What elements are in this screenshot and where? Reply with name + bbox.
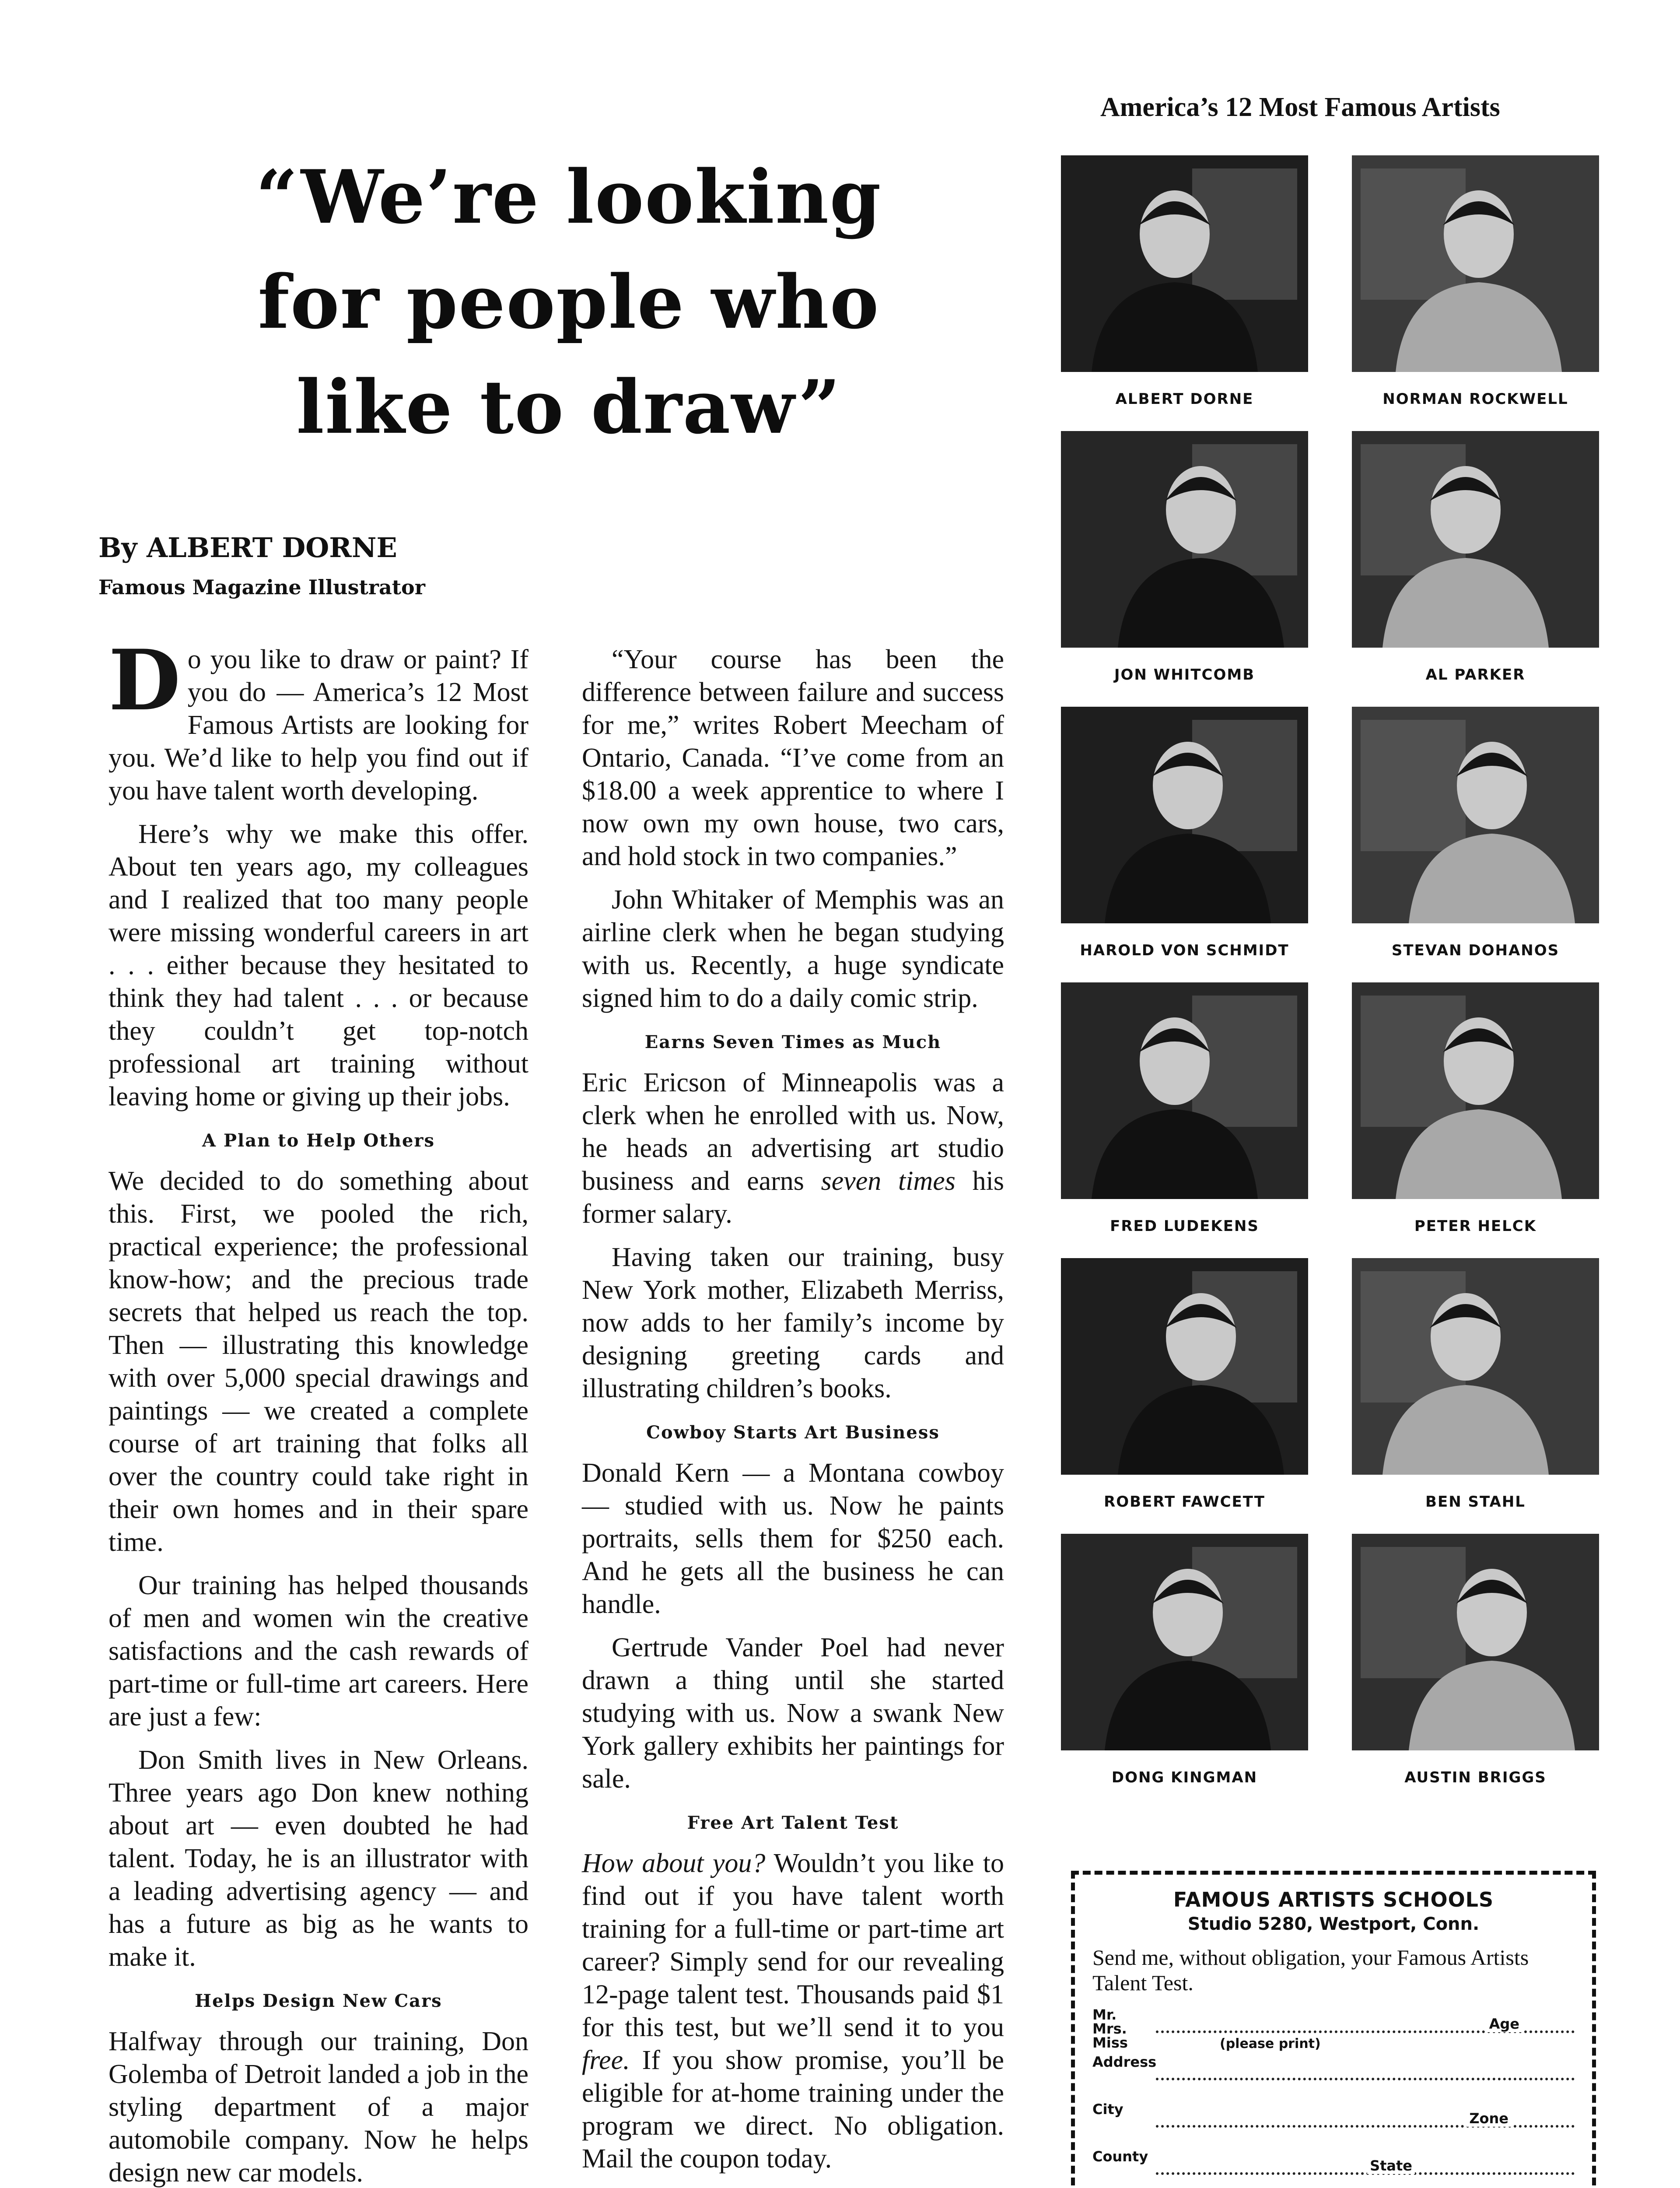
section-heading: Helps Design New Cars: [195, 1991, 442, 2011]
headline: [192, 144, 945, 459]
headline-line-3: like to draw”: [296, 364, 841, 450]
artist-photo: [1352, 982, 1599, 1199]
artist-card: [1061, 431, 1308, 707]
article-column-middle: [582, 643, 1004, 2186]
county-field-line[interactable]: [1156, 2172, 1575, 2175]
artists-photo-grid: [1061, 155, 1599, 1809]
article-paragraph: Don Smith lives in New Orleans. Three years ago Don knew nothing about art — even doubted he had talent. Today, he is an illustrator with a leading advertising agency — and has a future as big as he wants to make it.: [108, 1745, 528, 1972]
address-field[interactable]: [1092, 2055, 1575, 2090]
artist-photo: [1061, 982, 1308, 1199]
artists-section-title: America’s 12 Most Famous Artists: [1100, 92, 1500, 122]
portrait-silhouette: [1352, 707, 1599, 923]
coupon-request-text: Send me, without obligation, your Famous Artists Talent Test.: [1092, 1945, 1529, 1995]
artist-name: HAROLD VON SCHMIDT: [1080, 942, 1289, 959]
portrait-silhouette: [1061, 707, 1308, 923]
coupon-title: FAMOUS ARTISTS SCHOOLS: [1173, 1888, 1494, 1911]
portrait-silhouette: [1061, 1258, 1308, 1475]
artist-name: ROBERT FAWCETT: [1104, 1493, 1265, 1511]
byline: By ALBERT DORNE: [98, 532, 397, 564]
artist-card: [1352, 155, 1599, 431]
portrait-silhouette: [1352, 1534, 1599, 1750]
section-heading: Earns Seven Times as Much: [644, 1032, 942, 1052]
article-paragraph: “Your course has been the difference between failure and success for me,” writes Robert Meecham of Ontario, Canada. “I’ve come from an $18.00 a week apprentice to where I now own my own house, two cars, and hold stock in two companies.”: [582, 645, 1004, 871]
article-paragraph: Having taken our training, busy New York mother, Elizabeth Merriss, now adds to her family’s income by designing greeting cards and illustrating children’s books.: [582, 1242, 1004, 1403]
article-paragraph: How about you? Wouldn’t you like to find out if you have talent worth training for a full-time or part-time art career? Simply send for our revealing 12-page talent test. Thousands paid $1 for this test, but we’ll send it to you free. If you show promise, you’ll be eligible for at-home training under the program we direct. No obligation. Mail the coupon today.: [582, 1848, 1004, 2174]
portrait-silhouette: [1061, 1534, 1308, 1750]
artist-card: [1352, 431, 1599, 707]
artist-name: PETER HELCK: [1414, 1217, 1537, 1235]
artist-card: [1061, 1534, 1308, 1809]
artist-name: STEVAN DOHANOS: [1391, 942, 1560, 959]
byline-subtitle: Famous Magazine Illustrator: [98, 575, 425, 599]
address-field-line[interactable]: [1156, 2078, 1575, 2080]
artist-photo: [1352, 155, 1599, 372]
article-paragraph: Here’s why we make this offer. About ten years ago, my colleagues and I realized that too many people were missing wonderful careers in art . . . either because they hesitated to think they had talent . . . or because they couldn’t get top-notch professional art training without leaving home or giving up their jobs.: [108, 819, 528, 1112]
article-paragraph: Do you like to draw or paint? If you do — America’s 12 Most Famous Artists are looking for you. We’d like to help you find out if you have talent worth developing.: [108, 631, 528, 806]
portrait-silhouette: [1061, 982, 1308, 1199]
headline-line-1: “We’re looking: [256, 154, 882, 240]
portrait-silhouette: [1352, 982, 1599, 1199]
artist-card: [1061, 982, 1308, 1258]
city-field-line[interactable]: [1156, 2125, 1575, 2128]
article-paragraph: Gertrude Vander Poel had never drawn a thing until she started studying with us. Now a swank New York gallery exhibits her paintings for sale.: [582, 1633, 1004, 1794]
artist-card: [1352, 982, 1599, 1258]
portrait-silhouette: [1061, 431, 1308, 648]
artist-name: DONG KINGMAN: [1111, 1769, 1258, 1786]
section-heading: A Plan to Help Others: [202, 1130, 435, 1151]
article-paragraph: Eric Ericson of Minneapolis was a clerk when he enrolled with us. Now, he heads an advertising art studio business and earns seven times his former salary.: [582, 1068, 1004, 1229]
article-paragraph: We decided to do something about this. First, we pooled the rich, practical experience; the professional know-how; and the precious trade secrets that helped us reach the top. Then — illustrating this knowledge with over 5,000 special drawings and paintings — we created a complete course of art training that folks all over the country could take right in their own homes and in their spare time.: [108, 1166, 528, 1557]
city-field[interactable]: [1092, 2102, 1575, 2137]
print-note: (please print): [1217, 2036, 1323, 2051]
city-field-label: City: [1092, 2101, 1124, 2118]
artist-name: JON WHITCOMB: [1114, 666, 1255, 684]
mail-in-coupon[interactable]: [1071, 1871, 1596, 2188]
county-field-label: County: [1092, 2148, 1148, 2165]
artist-photo: [1061, 707, 1308, 923]
name-field[interactable]: [1092, 2006, 1575, 2051]
artist-photo: [1061, 1258, 1308, 1475]
portrait-silhouette: [1352, 1258, 1599, 1475]
address-field-label: Address: [1092, 2054, 1157, 2070]
artist-card: [1352, 707, 1599, 982]
artist-name: AL PARKER: [1425, 666, 1526, 684]
artist-card: [1061, 707, 1308, 982]
article-paragraph: Halfway through our training, Don Golemba of Detroit landed a job in the styling department of a major automobile company. Now he helps design new car models.: [108, 2027, 528, 2188]
coupon-studio-address: Studio 5280, Westport, Conn.: [1187, 1914, 1480, 1934]
zone-field-label: Zone: [1466, 2110, 1511, 2127]
artist-name: AUSTIN BRIGGS: [1404, 1769, 1547, 1786]
artist-card: [1352, 1534, 1599, 1809]
artist-name: BEN STAHL: [1425, 1493, 1526, 1511]
portrait-silhouette: [1061, 155, 1308, 372]
artist-name: NORMAN ROCKWELL: [1382, 390, 1568, 408]
age-field-label: Age: [1487, 2016, 1522, 2032]
artist-photo: [1352, 431, 1599, 648]
portrait-silhouette: [1352, 155, 1599, 372]
artist-photo: [1352, 1258, 1599, 1475]
artist-photo: [1061, 1534, 1308, 1750]
artist-photo: [1352, 707, 1599, 923]
artist-photo: [1352, 1534, 1599, 1750]
artist-name: FRED LUDEKENS: [1110, 1217, 1259, 1235]
name-field-label: Mr. Mrs. Miss: [1092, 2006, 1128, 2051]
artist-card: [1061, 1258, 1308, 1534]
county-field[interactable]: [1092, 2149, 1575, 2184]
artist-photo: [1061, 155, 1308, 372]
article-paragraph: Our training has helped thousands of men and women win the creative satisfactions and the cash rewards of part-time or full-time art careers. Here are just a few:: [108, 1571, 528, 1732]
section-heading: Free Art Talent Test: [687, 1813, 899, 1833]
headline-line-2: for people who: [258, 259, 880, 345]
state-field-label: State: [1367, 2157, 1415, 2174]
artist-card: [1352, 1258, 1599, 1534]
article-column-left: [108, 631, 528, 2188]
section-heading: Cowboy Starts Art Business: [646, 1422, 940, 1443]
artist-card: [1061, 155, 1308, 431]
artist-name: ALBERT DORNE: [1115, 390, 1254, 408]
artist-photo: [1061, 431, 1308, 648]
portrait-silhouette: [1352, 431, 1599, 648]
article-paragraph: Donald Kern — a Montana cowboy — studied with us. Now he paints portraits, sells them for $250 each. And he gets all the business he can handle.: [582, 1458, 1004, 1619]
drop-cap: D: [108, 631, 181, 729]
article-paragraph: John Whitaker of Memphis was an airline clerk when he began studying with us. Recently, a huge syndicate signed him to do a daily comic strip.: [582, 885, 1004, 1013]
